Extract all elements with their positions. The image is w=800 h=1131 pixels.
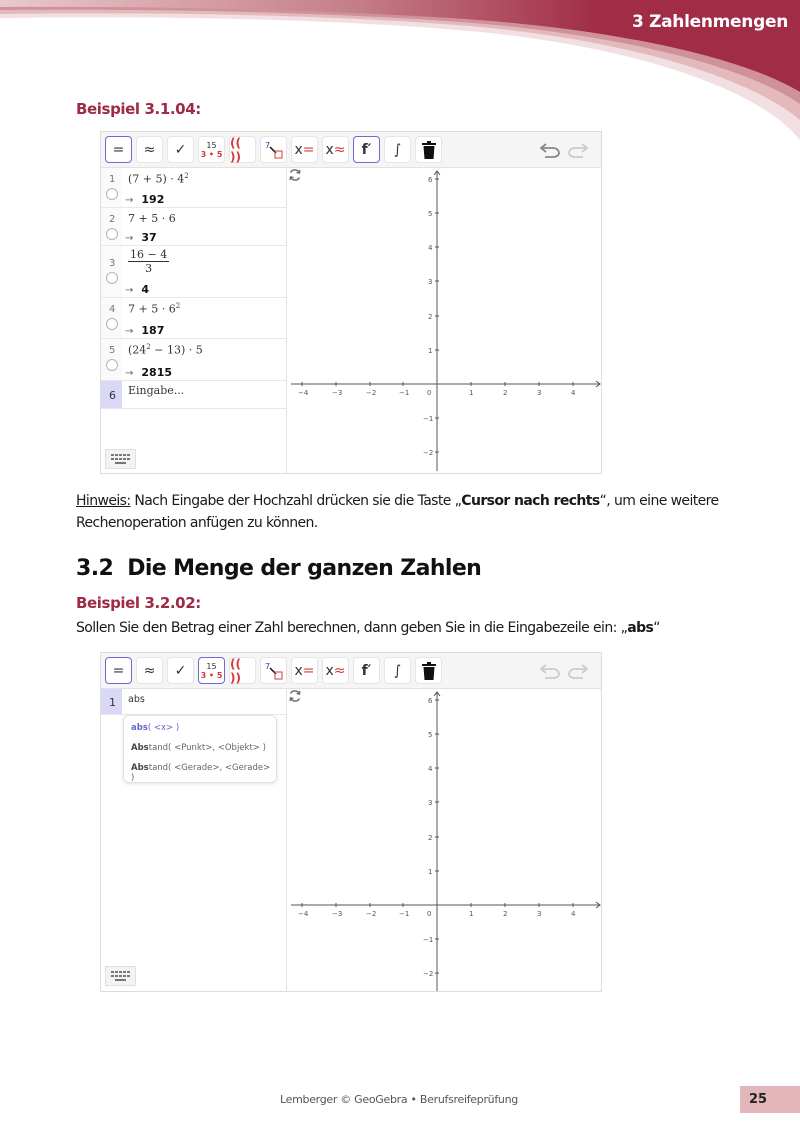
svg-text:4: 4 (428, 765, 433, 773)
svg-text:−1: −1 (423, 936, 434, 944)
cas-input-row[interactable] (101, 689, 286, 715)
solve-button[interactable]: x = (291, 136, 318, 163)
trash-icon (422, 141, 436, 159)
hint-paragraph: Hinweis: Nach Eingabe der Hochzahl drücken sie die Taste „Cursor nach rechts“, um eine weitere Rechenoperation anfügen zu können. (76, 493, 719, 531)
delete-button[interactable] (415, 136, 442, 163)
visibility-toggle[interactable] (106, 272, 118, 284)
coordinate-axes (288, 168, 602, 474)
undo-icon[interactable] (539, 141, 561, 159)
svg-text:−2: −2 (423, 449, 434, 457)
substitute-button[interactable] (260, 657, 287, 684)
svg-text:−1: −1 (399, 389, 410, 397)
visibility-toggle[interactable] (106, 228, 118, 240)
svg-text:1: 1 (469, 389, 474, 397)
svg-text:−3: −3 (332, 389, 343, 397)
cas-expression: $(7 + 5) \cdot 4^2$ (128, 172, 189, 186)
graphics-view[interactable] (288, 168, 601, 473)
svg-text:7: 7 (264, 140, 270, 150)
svg-text:3: 3 (428, 278, 433, 286)
cas-toolbar (101, 132, 601, 168)
undo-icon[interactable] (539, 662, 561, 680)
example-heading-2: Beispiel 3.2.02: (76, 594, 201, 612)
keyboard-icon (110, 970, 132, 982)
cas-row-1[interactable] (101, 168, 286, 208)
svg-text:−2: −2 (366, 389, 377, 397)
keyboard-button[interactable] (105, 449, 136, 469)
cas-toolbar (101, 653, 601, 689)
cas-expression: $(24^2 - 13) \cdot 5$ (128, 343, 203, 357)
coordinate-axes (288, 689, 602, 992)
svg-text:−3: −3 (332, 910, 343, 918)
svg-text:2: 2 (428, 834, 433, 842)
geogebra-app-2 (100, 652, 602, 992)
cas-result: → 37 (125, 231, 157, 244)
redo-icon[interactable] (567, 662, 589, 680)
check-button[interactable]: ✓ (167, 136, 194, 163)
cas-row-2[interactable] (101, 208, 286, 246)
substitute-icon (263, 139, 285, 161)
factor-button[interactable]: 15 3 • 5 (198, 657, 225, 684)
derivative-button[interactable]: f′ (353, 136, 380, 163)
cas-view (101, 689, 287, 991)
svg-text:4: 4 (571, 389, 576, 397)
row-number: 1 (109, 696, 116, 709)
svg-text:−2: −2 (366, 910, 377, 918)
solve-button[interactable]: x = (291, 657, 318, 684)
keyboard-icon (110, 453, 132, 465)
cas-result: → 192 (125, 193, 165, 206)
cas-expression: $7 + 5 \cdot 6^2$ (128, 302, 181, 316)
expand-button[interactable]: (( )) (229, 136, 256, 163)
svg-text:7: 7 (264, 661, 270, 671)
svg-text:3: 3 (537, 910, 542, 918)
svg-text:6: 6 (428, 697, 433, 705)
chapter-banner (0, 0, 800, 140)
evaluate-button[interactable]: = (105, 657, 132, 684)
geogebra-app-1 (100, 131, 602, 474)
graphics-view[interactable] (288, 689, 601, 991)
svg-text:2: 2 (503, 910, 508, 918)
trash-icon (422, 662, 436, 680)
svg-text:3: 3 (428, 799, 433, 807)
cas-row-4[interactable] (101, 298, 286, 339)
cas-row-5[interactable] (101, 339, 286, 381)
integral-button[interactable]: ∫ (384, 136, 411, 163)
svg-text:6: 6 (428, 176, 433, 184)
svg-text:0: 0 (427, 910, 432, 918)
row-number: 6 (109, 389, 116, 402)
row-number: 5 (109, 345, 116, 356)
cas-input-field[interactable]: Eingabe... (128, 384, 185, 397)
section-heading: 3.2 Die Menge der ganzen Zahlen (76, 556, 482, 581)
svg-text:2: 2 (503, 389, 508, 397)
svg-text:1: 1 (428, 868, 433, 876)
svg-text:2: 2 (428, 313, 433, 321)
cas-result: → 4 (125, 283, 150, 296)
substitute-icon (263, 660, 285, 682)
cas-input-row[interactable] (101, 381, 286, 409)
cas-expression: $\frac{16 - 4}{3}$ (130, 248, 168, 275)
svg-text:4: 4 (571, 910, 576, 918)
row-number: 2 (109, 214, 116, 225)
derivative-button[interactable]: f′ (353, 657, 380, 684)
svg-text:−2: −2 (423, 970, 434, 978)
svg-text:3: 3 (537, 389, 542, 397)
nsolve-button[interactable]: x ≈ (322, 657, 349, 684)
factor-button[interactable]: 15 3 • 5 (198, 136, 225, 163)
keyboard-button[interactable] (105, 966, 136, 986)
svg-text:1: 1 (469, 910, 474, 918)
row-number: 4 (109, 304, 116, 315)
numeric-button[interactable]: ≈ (136, 136, 163, 163)
suggestion-abstand-punkt-objekt[interactable]: Abstand( <Punkt>, <Objekt> ) (131, 743, 266, 753)
visibility-toggle[interactable] (106, 188, 118, 200)
example-heading-1: Beispiel 3.1.04: (76, 100, 201, 118)
example-2-intro: Sollen Sie den Betrag einer Zahl berechnen, dann geben Sie in die Eingabezeile ein: „abs“ (76, 620, 660, 636)
integral-button[interactable]: ∫ (384, 657, 411, 684)
svg-text:4: 4 (428, 244, 433, 252)
svg-text:−1: −1 (399, 910, 410, 918)
cas-input-field[interactable]: abs (128, 694, 145, 705)
autocomplete-suggestions (123, 715, 277, 783)
svg-text:−1: −1 (423, 415, 434, 423)
page-number: 25 (740, 1086, 800, 1113)
svg-text:0: 0 (427, 389, 432, 397)
suggestion-abs[interactable]: abs( <x> ) (131, 723, 180, 733)
svg-text:5: 5 (428, 210, 433, 218)
svg-text:−4: −4 (298, 389, 309, 397)
footer-text: Lemberger © GeoGebra • Berufsreifeprüfung (280, 1093, 518, 1106)
numeric-button[interactable]: ≈ (136, 657, 163, 684)
refresh-view-icon[interactable] (288, 689, 302, 703)
cas-expression: 7 + 5 · 6 (128, 212, 176, 225)
cas-view (101, 168, 287, 473)
svg-text:−4: −4 (298, 910, 309, 918)
nsolve-button[interactable]: x ≈ (322, 136, 349, 163)
row-number: 3 (109, 258, 116, 269)
expand-button[interactable]: (( )) (229, 657, 256, 684)
check-button[interactable]: ✓ (167, 657, 194, 684)
cas-result: → 2815 (125, 366, 173, 379)
cas-result: → 187 (125, 324, 165, 337)
redo-icon[interactable] (567, 141, 589, 159)
refresh-view-icon[interactable] (288, 168, 302, 182)
evaluate-button[interactable]: = (105, 136, 132, 163)
cas-row-3[interactable] (101, 246, 286, 298)
suggestion-abstand-gerade-gerade[interactable]: Abstand( <Gerade>, <Gerade> ) (131, 763, 271, 783)
visibility-toggle[interactable] (106, 318, 118, 330)
row-number: 1 (109, 174, 116, 185)
chapter-title: 3 Zahlenmengen (631, 12, 788, 32)
substitute-button[interactable] (260, 136, 287, 163)
svg-text:1: 1 (428, 347, 433, 355)
delete-button[interactable] (415, 657, 442, 684)
visibility-toggle[interactable] (106, 359, 118, 371)
svg-text:5: 5 (428, 731, 433, 739)
